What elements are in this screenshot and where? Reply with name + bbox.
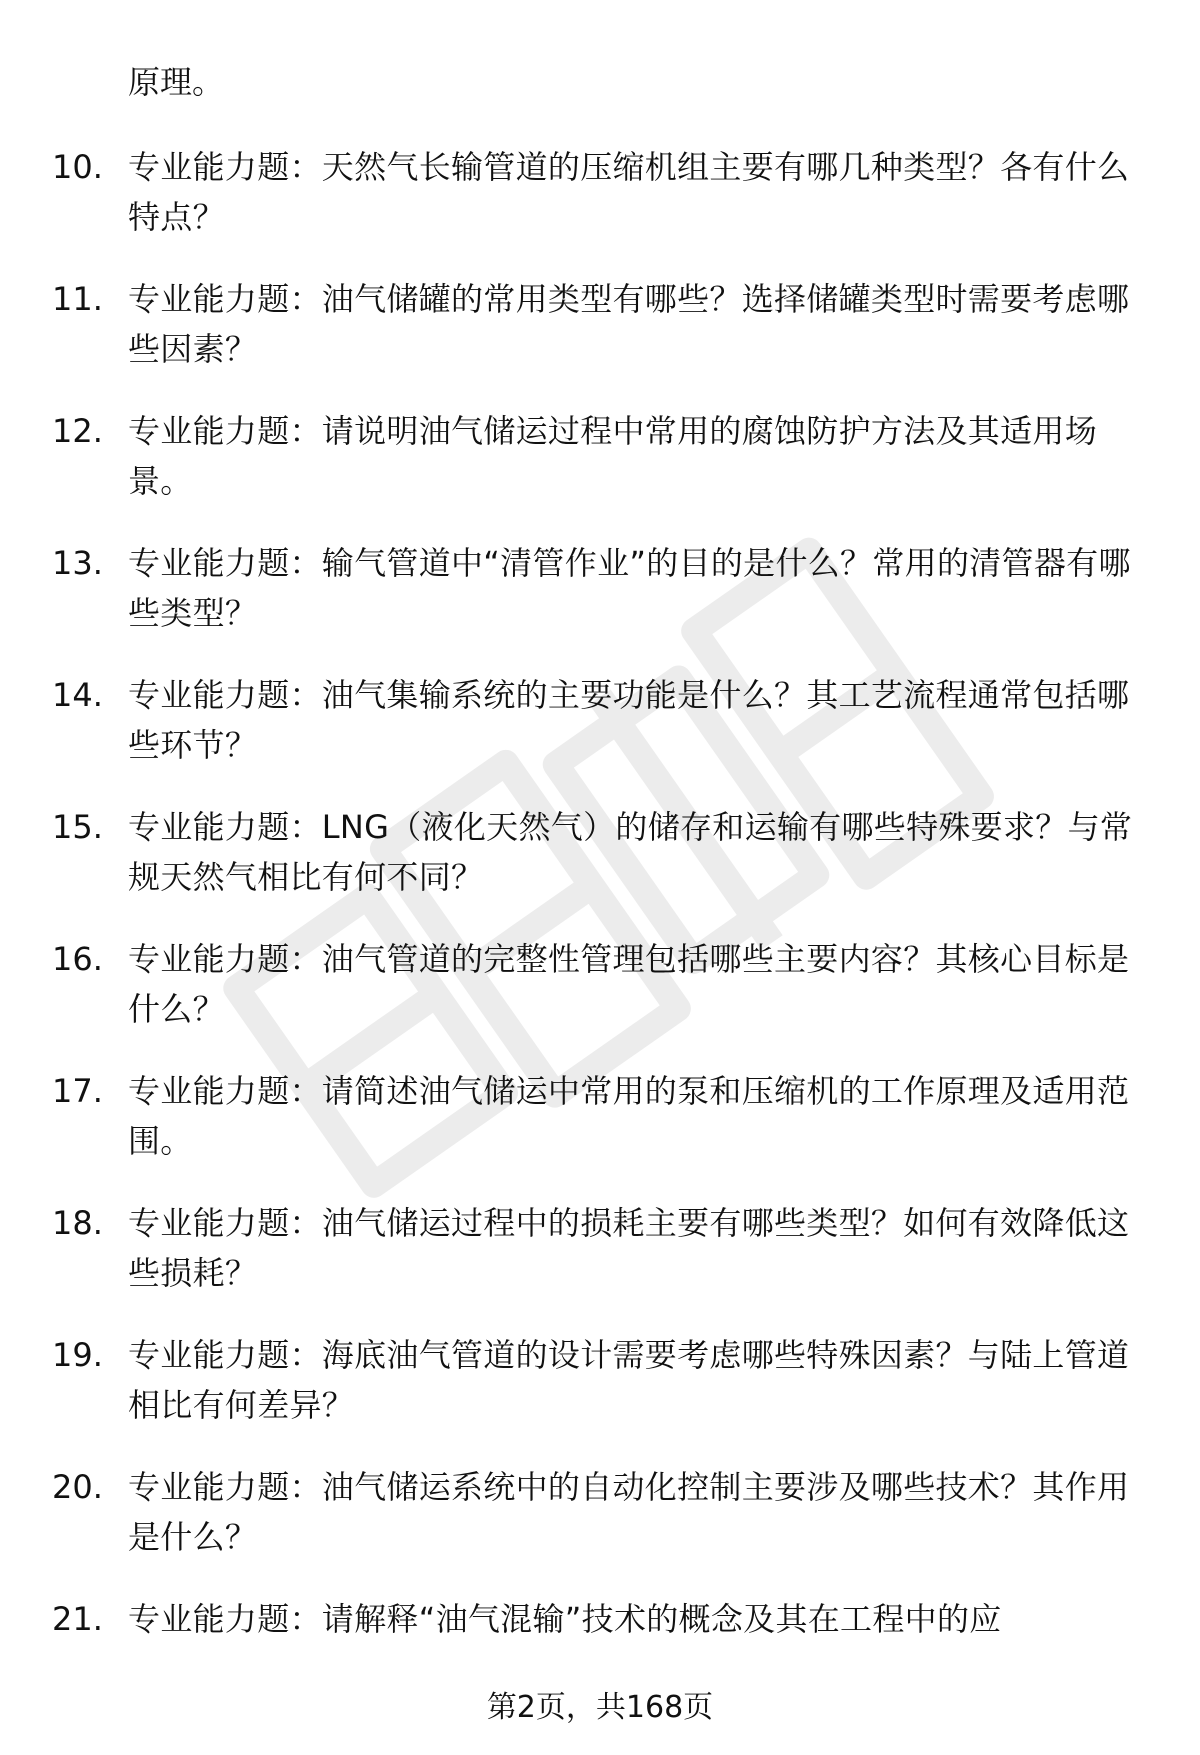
question-number: 10. [52,148,103,186]
list-item [0,934,1200,1066]
question-text: 专业能力题：请解释“油气混输”技术的概念及其在工程中的应 [128,1600,1002,1638]
list-item [0,406,1200,538]
list-item [0,274,1200,406]
question-number: 19. [52,1336,103,1374]
question-text: 专业能力题：油气储运系统中的自动化控制主要涉及哪些技术？其作用是什么？ [128,1468,1130,1556]
list-item [0,142,1200,274]
question-number: 17. [52,1072,103,1110]
question-number: 11. [52,280,103,318]
continued-text: 原理。 [128,63,225,101]
question-number: 18. [52,1204,103,1242]
question-text: 专业能力题：油气管道的完整性管理包括哪些主要内容？其核心目标是什么？ [128,940,1130,1028]
question-text: 专业能力题：请说明油气储运过程中常用的腐蚀防护方法及其适用场景。 [128,412,1098,500]
question-text: 专业能力题：油气储运过程中的损耗主要有哪些类型？如何有效降低这些损耗？ [128,1204,1130,1292]
question-text: 专业能力题：油气集输系统的主要功能是什么？其工艺流程通常包括哪些环节？ [128,676,1130,764]
question-number: 20. [52,1468,103,1506]
page-footer: 第2页，共168页 [486,1690,714,1725]
question-number: 15. [52,808,103,846]
question-text: 专业能力题：请简述油气储运中常用的泵和压缩机的工作原理及适用范围。 [128,1072,1130,1160]
list-item [0,538,1200,670]
question-text: 专业能力题：天然气长输管道的压缩机组主要有哪几种类型？各有什么特点？ [128,148,1130,236]
list-item [0,1330,1200,1462]
list-item [0,1066,1200,1198]
list-item [0,670,1200,802]
question-number: 12. [52,412,103,450]
question-text: 专业能力题：LNG（液化天然气）的储存和运输有哪些特殊要求？与常规天然气相比有何不同？ [128,808,1133,896]
question-number: 13. [52,544,103,582]
question-text: 专业能力题：输气管道中“清管作业”的目的是什么？常用的清管器有哪些类型？ [128,544,1131,632]
list-item [0,1198,1200,1330]
question-number: 16. [52,940,103,978]
question-number: 21. [52,1600,103,1638]
list-item [0,1462,1200,1594]
question-text: 专业能力题：海底油气管道的设计需要考虑哪些特殊因素？与陆上管道相比有何差异？ [128,1336,1130,1424]
list-item [0,802,1200,934]
question-list [0,142,1200,1726]
question-number: 14. [52,676,103,714]
question-text: 专业能力题：油气储罐的常用类型有哪些？选择储罐类型时需要考虑哪些因素？ [128,280,1130,368]
